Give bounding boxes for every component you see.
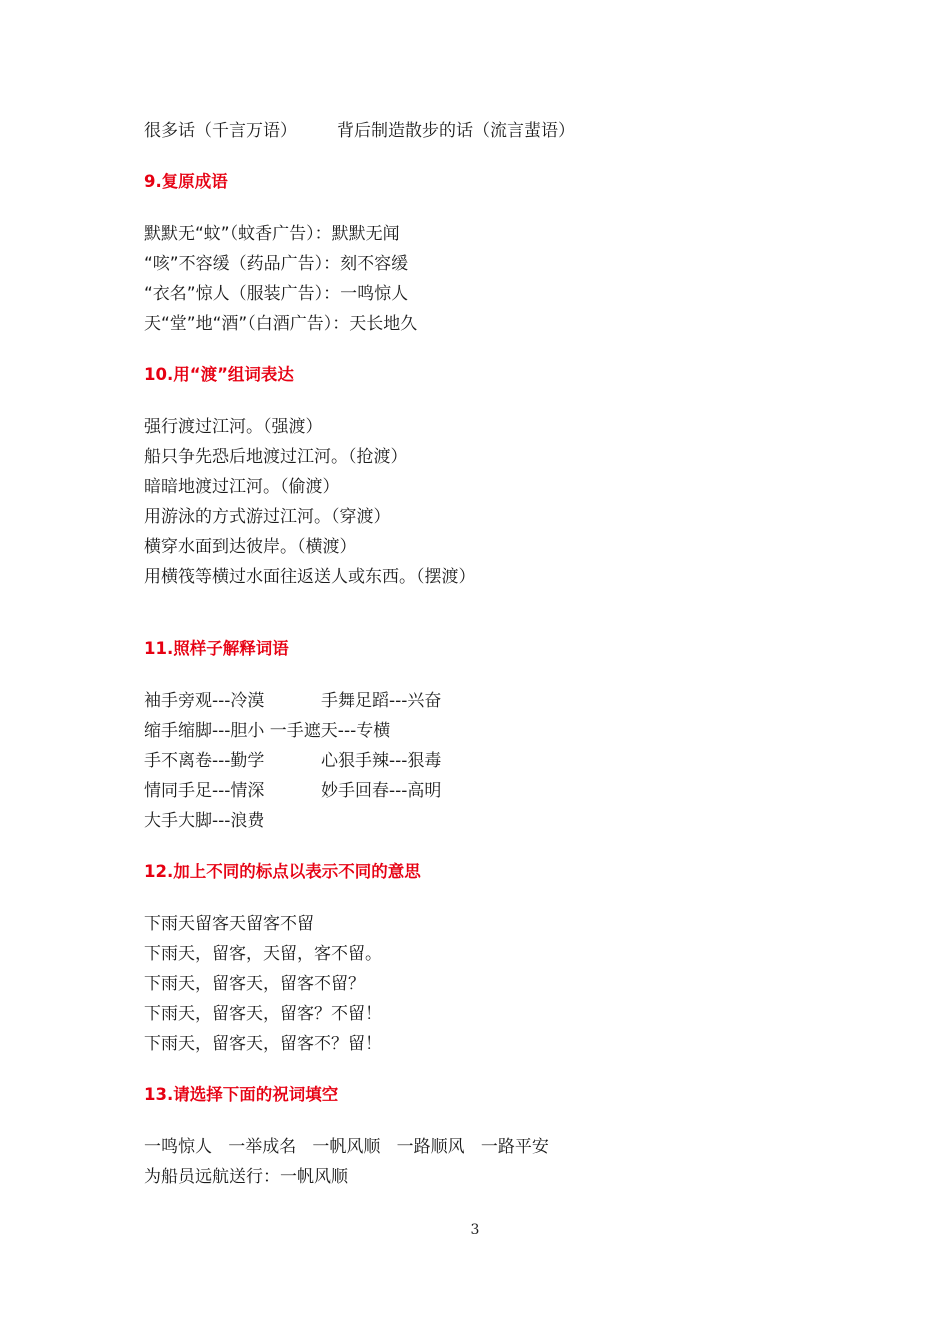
section-11-row-left: 情同手足---情深 bbox=[144, 781, 265, 801]
section-9-line: “衣名”惊人（服装广告）：一鸣惊人 bbox=[144, 284, 409, 304]
section-12-line: 下雨天，留客天，留客不？留！ bbox=[144, 1034, 382, 1054]
section-11-row-left: 手不离卷---勤学 bbox=[144, 751, 265, 771]
section-12-line: 下雨天，留客天，留客不留？ bbox=[144, 974, 365, 994]
section-10-line: 暗暗地渡过江河。（偷渡） bbox=[144, 477, 340, 497]
section-11-row-left: 缩手缩脚---胆小 一手遮天---专横 bbox=[144, 721, 391, 741]
section-11-row-left: 大手大脚---浪费 bbox=[144, 811, 265, 831]
section-10-heading: 10.用“渡”组词表达 bbox=[144, 365, 294, 384]
section-11-heading: 11.照样子解释词语 bbox=[144, 639, 289, 658]
section-10-line: 用游泳的方式游过江河。（穿渡） bbox=[144, 507, 391, 527]
section-10-line: 船只争先恐后地渡过江河。（抢渡） bbox=[144, 447, 408, 467]
section-9-line: 天“堂”地“酒”（白酒广告）：天长地久 bbox=[144, 314, 418, 334]
section-9-line: “咳”不容缓（药品广告）：刻不容缓 bbox=[144, 254, 409, 274]
section-11-row-right: 手舞足蹈---兴奋 bbox=[321, 691, 442, 711]
section-10-line: 用横筏等横过水面往返送人或东西。（摆渡） bbox=[144, 567, 476, 587]
section-12-line: 下雨天，留客天，留客？不留！ bbox=[144, 1004, 382, 1024]
section-12-heading: 12.加上不同的标点以表示不同的意思 bbox=[144, 862, 421, 881]
section-11-row-right: 心狠手辣---狠毒 bbox=[321, 751, 442, 771]
section-9-heading: 9.复原成语 bbox=[144, 172, 228, 191]
section-10-line: 强行渡过江河。（强渡） bbox=[144, 417, 323, 437]
section-11-row-left: 袖手旁观---冷漠 bbox=[144, 691, 265, 711]
section-13-heading: 13.请选择下面的祝词填空 bbox=[144, 1085, 339, 1104]
page-number: 3 bbox=[470, 1222, 480, 1238]
section-11-row-right: 妙手回春---高明 bbox=[321, 781, 442, 801]
section-13-line: 一鸣惊人 一举成名 一帆风顺 一路顺风 一路平安 bbox=[144, 1137, 549, 1157]
section-9-line: 默默无“蚊”（蚊香广告）：默默无闻 bbox=[144, 224, 400, 244]
section-12-line: 下雨天，留客，天留，客不留。 bbox=[144, 944, 382, 964]
intro-left-text: 很多话（千言万语） bbox=[144, 121, 297, 141]
section-13-line: 为船员远航送行：一帆风顺 bbox=[144, 1167, 348, 1187]
intro-right-text: 背后制造散步的话（流言蜚语） bbox=[337, 121, 575, 141]
section-10-line: 横穿水面到达彼岸。（横渡） bbox=[144, 537, 357, 557]
section-12-line: 下雨天留客天留客不留 bbox=[144, 914, 314, 934]
